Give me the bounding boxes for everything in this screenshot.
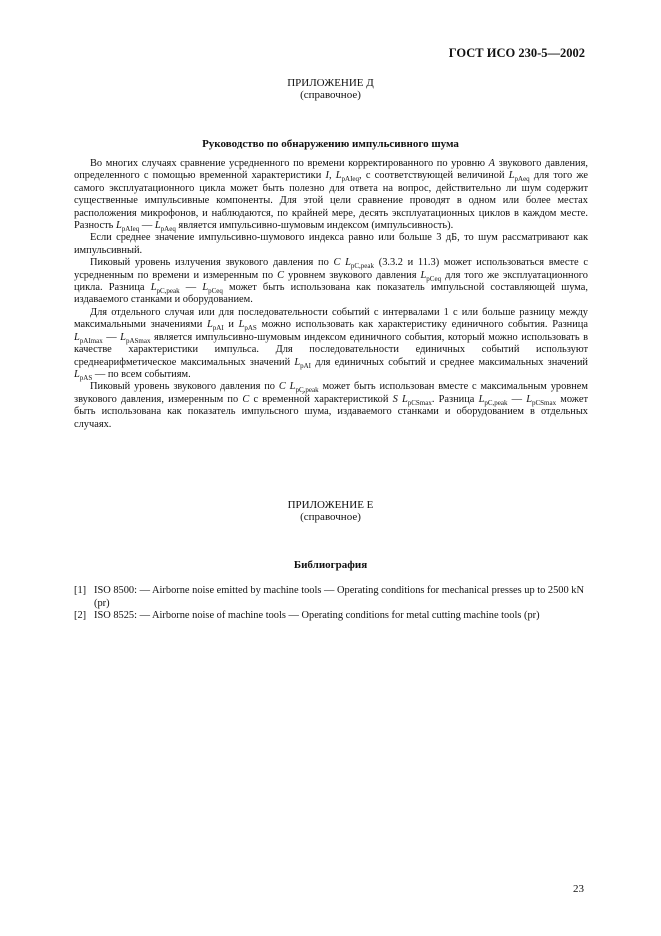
paragraph-3: Пиковый уровень излучения звукового давления по C $L_{pC,peak}$ (3.3.2 и 11.3) может использоваться вместе с усредненным по времени и измеренным по C уровнем звукового давления $L_{pCeq}$ для того же эксплуатационного цикла. Разница $L_{pC,peak}$ — $L_{pCeq}$ может быть использована как показатель импульсной составляющей шума, издаваемого станками и оборудованием. (74, 257, 589, 306)
page-number: 23 (573, 883, 584, 895)
annex-e-title: ПРИЛОЖЕНИЕ Е (287, 499, 374, 511)
annex-e-heading: Библиография (293, 559, 368, 571)
annex-d-label (0, 77, 661, 101)
bibliography-number: [1] (74, 585, 87, 596)
bibliography-number: [2] (74, 610, 87, 622)
annex-e-label (0, 499, 661, 523)
document-header: ГОСТ ИСО 230-5—2002 (448, 46, 585, 60)
bibliography-text: ISO 8500: — Airborne noise emitted by machine tools — Operating conditions for mechanical presses up to 2500 kN (pr) (94, 585, 584, 609)
bibliography-text: ISO 8525: — Airborne noise of machine tools — Operating conditions for metal cutting machine tools (pr) (94, 610, 540, 622)
annex-d-body (74, 158, 588, 431)
paragraph-2: Если среднее значение импульсивно-шумового индекса равно или больше 3 дБ, то шум рассматривают как импульсивный. (74, 232, 588, 256)
bibliography-item (74, 610, 588, 623)
bibliography-item (74, 585, 588, 610)
bibliography-list (74, 585, 588, 623)
paragraph-5: Пиковый уровень звукового давления по C $L_{pC,peak}$ может быть использован вместе с максимальным уровнем звукового давления, измеренным по C с временно́й характеристикой S $L_{pCSmax}$. Разница $L_{pC,peak}$ — $L_{pCSmax}$ может быть использована как показатель импульсного шума, издаваемого станками и оборудованием в отдельных случаях. (74, 381, 588, 430)
paragraph-1: Во многих случаях сравнение усредненного по времени корректированного по уровню A звукового давления, определенного с помощью временно́й характеристики I, $L_{pAIeq}$, с соответствующей величиной $L_{pAeq}$ для того же самого эксплуатационного цикла может быть полезно для ответа на вопрос, действительно ли шум содержит существенные импульсивные компоненты. Для этой цели сравнение проводят в одном или более местах расположения микрофонов, и наблюдаются, по крайней мере, десять эксплуатационных циклов в каждом месте. Разность $L_{pAIeq}$ — $L_{pAeq}$ является импульсивно-шумовым индексом (импульсивность). (74, 158, 588, 234)
annex-d-heading: Руководство по обнаружению импульсивного шума (202, 138, 459, 150)
annex-d-type: (справочное) (300, 89, 361, 101)
annex-e-type: (справочное) (300, 511, 361, 523)
paragraph-4: Для отдельного случая или для последовательности событий с интервалами 1 с или больше разницу между максимальными значениями $L_{pAI}$ и $L_{pAS}$ можно использовать как характеристику единичного события. Разница $L_{pAImax}$ — $L_{pASmax}$ является импульсивно-шумовым индексом единичного события, который можно использовать в качестве характеристики импульса. Для последовательности единичных событий используют среднеарифметическое максимальных значений $L_{pAI}$ для единичных событий и среднее максимальных значений $L_{pAS}$ — по всем событиям. (74, 306, 588, 382)
annex-d-title: ПРИЛОЖЕНИЕ Д (287, 77, 374, 89)
